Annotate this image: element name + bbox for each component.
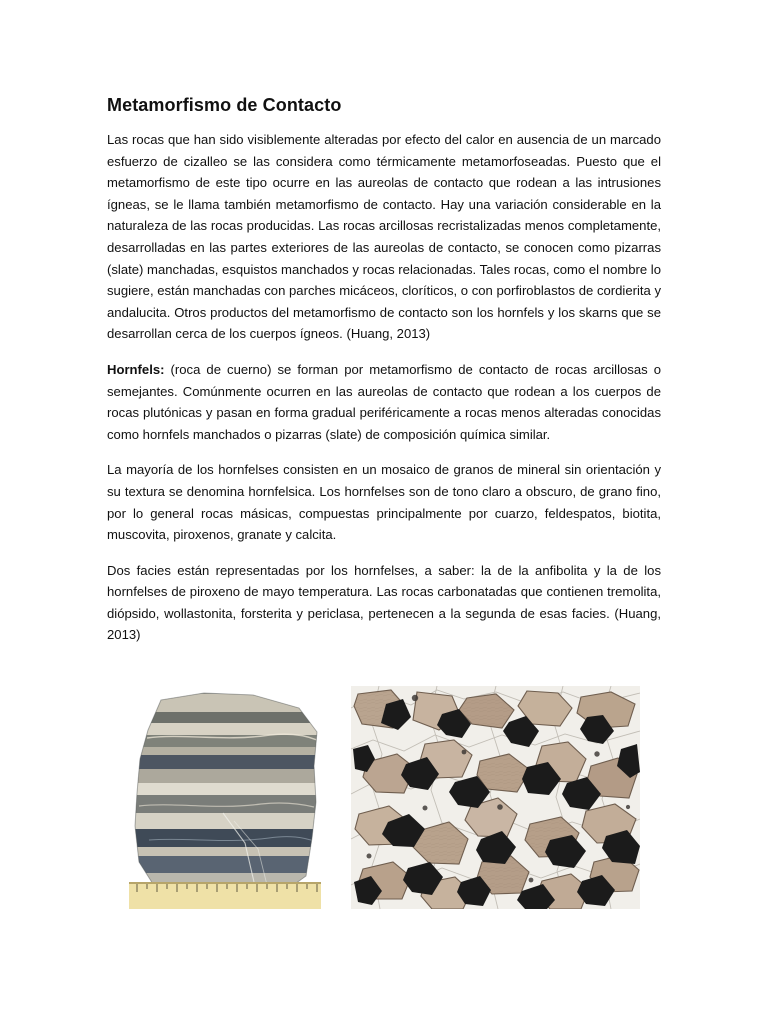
thin-section-photo <box>351 686 640 909</box>
rock-body <box>129 686 321 909</box>
paragraph-4-text: Dos facies están representadas por los hornfelses, a saber: la de la anfibolita y la de los hornfelses de piroxeno de mayo temperatura. Las rocas carbonatadas que contienen tremolita, diópsido, wollastonita, forsterita y periclasa, pertenecen a la segunda de esas facies. (Huang, 2013) <box>107 562 661 643</box>
hornfels-rock-illustration <box>129 686 321 909</box>
paragraph-4 <box>107 560 661 646</box>
paragraph-2-bold-lead: Hornfels: <box>107 361 165 377</box>
paragraph-1 <box>107 129 661 345</box>
paragraph-1-text: Las rocas que han sido visiblemente alteradas por efecto del calor en ausencia de un marcado esfuerzo de cizalleo se las considera como térmicamente metamorfoseadas. Puesto que el metamorfismo de este tipo ocurre en las aureolas de contacto que rodean a las intrusiones ígneas, se le llama también metamorfismo de contacto. Hay una variación considerable en la naturaleza de las rocas producidas. Las rocas arcillosas recristalizadas menos completamente, desarrolladas en las partes exteriores de las aureolas de contacto, se conocen como pizarras (slate) manchadas, esquistos manchados y rocas relacionadas. Tales rocas, como el nombre lo sugiere, están manchadas con parches micáceos, cloríticos, o con porfiroblastos de cordierita y andalucita. Otros productos del metamorfismo de contacto son los hornfels y los skarns que se desarrollan cerca de los cuerpos ígneos. (Huang, 2013) <box>107 132 661 342</box>
figure-group <box>129 686 640 911</box>
ruler <box>129 882 321 909</box>
paragraph-2-text: (roca de cuerno) se forman por metamorfismo de contacto de rocas arcillosas o semejantes. Comúnmente ocurren en las aureolas de contacto que rodean a los cuerpos de rocas plutónicas y pasan en forma gradual periféricamente a rocas menos alteradas conocidas como hornfels manchados o pizarras (slate) de composición química similar. <box>107 361 661 442</box>
document-title: Metamorfismo de Contacto <box>107 95 342 115</box>
paragraph-3-text: La mayoría de los hornfelses consisten en un mosaico de granos de mineral sin orientación y su textura se denomina hornfelsica. Los hornfelses son de tono claro a obscuro, de grano fino, por lo general rocas másicas, compuestas principalmente por cuarzo, feldespatos, biotita, muscovita, piroxenos, granate y calcita. <box>107 462 661 543</box>
paragraph-3 <box>107 459 661 545</box>
document-page <box>107 93 661 660</box>
rock-photo <box>129 686 321 909</box>
paragraph-2 <box>107 359 661 445</box>
hornfels-micrograph-illustration <box>351 686 640 909</box>
